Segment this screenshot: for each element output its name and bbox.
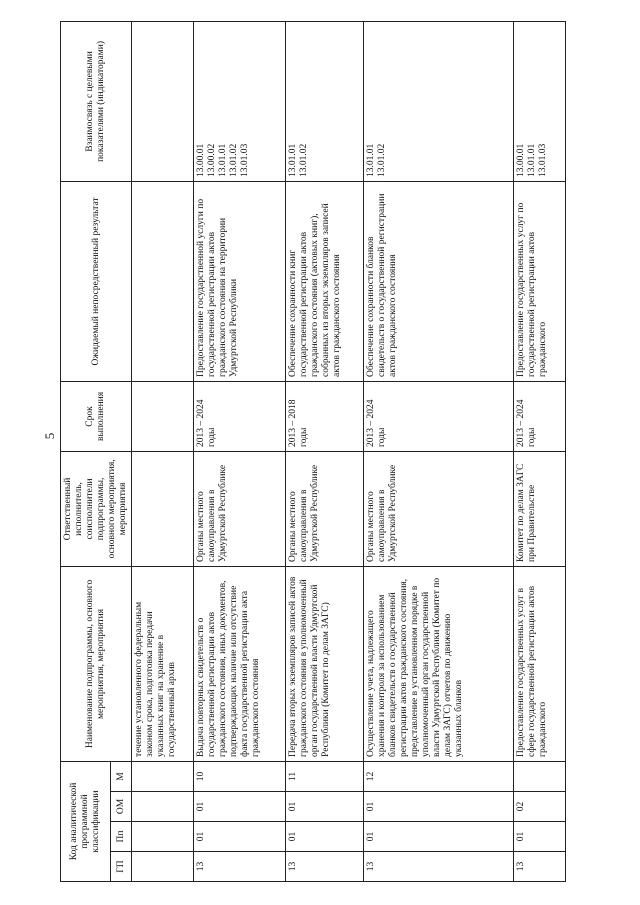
cell-om: 01 [286, 792, 364, 822]
table-row [364, 21, 514, 881]
cell-m: 12 [364, 761, 514, 791]
cell-executor: Комитет по делам ЗАГС при Правительстве [514, 451, 566, 566]
table-row [286, 21, 364, 881]
cell-om: 01 [364, 792, 514, 822]
cell-pp: 01 [364, 822, 514, 852]
cell-term: 2013 – 2024 годы [514, 381, 566, 451]
cell-result [132, 181, 194, 381]
cell-executor: Органы местного самоуправления в Удмуртской Республике [194, 451, 286, 566]
cell-gp: 13 [286, 852, 364, 882]
header-row-1 [61, 21, 111, 881]
cell-result: Обеспечение сохранности бланков свидетельств о государственной регистрации актов гражданского состояния [364, 181, 514, 381]
cell-result: Обеспечение сохранности книг государственной регистрации актов гражданского состояния (актовых книг), собранных из вторых экземпляров записей актов гражданского состояния [286, 181, 364, 381]
cell-gp: 13 [194, 852, 286, 882]
cell-gp: 13 [514, 852, 566, 882]
cell-term: 2013 – 2024 годы [364, 381, 514, 451]
cell-m [514, 761, 566, 791]
cell-term [132, 381, 194, 451]
cell-link [132, 21, 194, 181]
header-term: Срок выполнения [61, 381, 132, 451]
cell-m: 11 [286, 761, 364, 791]
header-name: Наименование подпрограммы, основного мероприятия, мероприятия [61, 566, 132, 761]
cell-m [132, 761, 194, 791]
cell-name: Передача вторых экземпляров записей актов гражданского состояния в уполномоченный орган государственной власти Удмуртской Республики (Комитет по делам ЗАГС) [286, 566, 364, 761]
cell-om: 02 [514, 792, 566, 822]
cell-pp [132, 822, 194, 852]
header-pp: Пп [111, 822, 132, 852]
header-result: Ожидаемый непосредственный результат [61, 181, 132, 381]
header-gp: ГП [111, 852, 132, 882]
table-row [194, 21, 286, 881]
cell-executor [132, 451, 194, 566]
table-row [514, 21, 566, 881]
cell-pp: 01 [514, 822, 566, 852]
cell-name: Предоставление государственных услуг в сфере государственной регистрации актов гражданского [514, 566, 566, 761]
header-om: ОМ [111, 792, 132, 822]
cell-link: 13.01.01 13.01.02 [286, 21, 364, 181]
cell-executor: Органы местного самоуправления в Удмуртской Республике [286, 451, 364, 566]
cell-link: 13.00.01 13.01.01 13.01.03 [514, 21, 566, 181]
cell-name: Выдача повторных свидетельств о государственной регистрации актов гражданского состояния, иных документов, подтверждающих наличие или отсутствие факта государственной регистрации акта гражданского состояния [194, 566, 286, 761]
cell-om: 01 [194, 792, 286, 822]
cell-pp: 01 [194, 822, 286, 852]
cell-pp: 01 [286, 822, 364, 852]
cell-name: Осуществление учета, надлежащего хранения и контроля за использованием бланков свидетельств о государственной регистрации актов гражданского состояния, представление в установленном порядке в уполномоченный орган государственной власти Удмуртской Республики (Комитет по делам ЗАГС) отчетов по движению указанных бланков [364, 566, 514, 761]
cell-term: 2013 – 2024 годы [194, 381, 286, 451]
cell-link: 13.01.01 13.01.02 [364, 21, 514, 181]
cell-executor: Органы местного самоуправления в Удмуртской Республике [364, 451, 514, 566]
header-m: М [111, 761, 132, 791]
cell-om [132, 792, 194, 822]
cell-link: 13.00.01 13.00.02 13.01.01 13.01.02 13.01.03 [194, 21, 286, 181]
cell-result: Предоставление государственных услуг по государственной регистрации актов гражданского [514, 181, 566, 381]
cell-result: Предоставление государственной услуги по государственной регистрации актов гражданского состояния на территории Удмуртской Республики [194, 181, 286, 381]
header-link: Взаимосвязь с целевыми показателями (индикаторами) [61, 21, 132, 181]
cell-name: течение установленного федеральным законом срока, подготовка передачи указанных книг на хранение в государственный архив [132, 566, 194, 761]
program-activities-table [60, 21, 566, 882]
header-executor: Ответственный исполнитель, соисполнители подпрограммы, основного мероприятия, мероприятия [61, 451, 132, 566]
header-code-group: Код аналитической программной классификации [61, 761, 111, 881]
cell-term: 2013 – 2018 годы [286, 381, 364, 451]
rotated-table-wrapper [60, 22, 580, 882]
page-number: 5 [42, 432, 57, 440]
cell-gp [132, 852, 194, 882]
cell-gp: 13 [364, 852, 514, 882]
cell-m: 10 [194, 761, 286, 791]
table-row [132, 21, 194, 881]
